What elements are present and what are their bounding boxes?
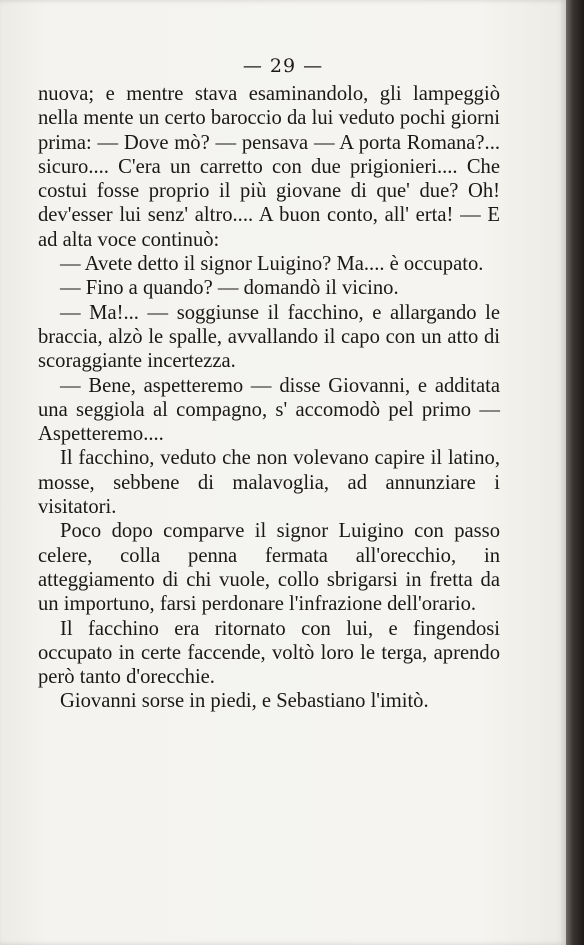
paragraph-5: — Bene, aspetteremo — disse Giovanni, e additata una seggiola al compagno, s' accomodò pel primo — Aspetteremo.... [38, 374, 500, 446]
paragraph-9: Giovanni sorse in piedi, e Sebastiano l'imitò. [60, 690, 429, 713]
paragraph-2: — Avete detto il signor Luigino? Ma.... è occupato. [60, 253, 484, 276]
paragraph-7: Poco dopo comparve il signor Luigino con passo celere, colla penna fermata all'orecchio, in atteggiamento di chi vuole, collo sbrigarsi in fretta da un importuno, farsi perdonare l'infrazione dell'orario. [38, 520, 500, 616]
paragraph-4: — Ma!... — soggiunse il facchino, e allargando le braccia, alzò le spalle, avvallando il capo con un atto di scoraggiante incertezza. [38, 301, 500, 373]
paragraph-6: Il facchino, veduto che non volevano capire il latino, mosse, sebbene di malavoglia, ad annunziare i visitatori. [38, 447, 500, 519]
page-number: — 29 — [242, 55, 324, 77]
paragraph-3: — Fino a quando? — domandò il vicino. [60, 277, 399, 300]
body-text [38, 82, 500, 714]
paragraph-1: nuova; e mentre stava esaminandolo, gli lampeggiò nella mente un certo baroccio da lui veduto pochi giorni prima: — Dove mò? — pensava — A porta Romana?... sicuro.... C'era un carretto con due prigionieri.... Che costui fosse proprio il più giovane di que' due? Oh! dev'esser lui senz' altro.... A buon conto, all' erta! — E ad alta voce continuò: [38, 83, 500, 251]
page-edge-shadow [566, 0, 584, 945]
paragraph-8: Il facchino era ritornato con lui, e fingendosi occupato in certe faccende, voltò loro le terga, aprendo però tanto d'orecchie. [38, 617, 500, 689]
